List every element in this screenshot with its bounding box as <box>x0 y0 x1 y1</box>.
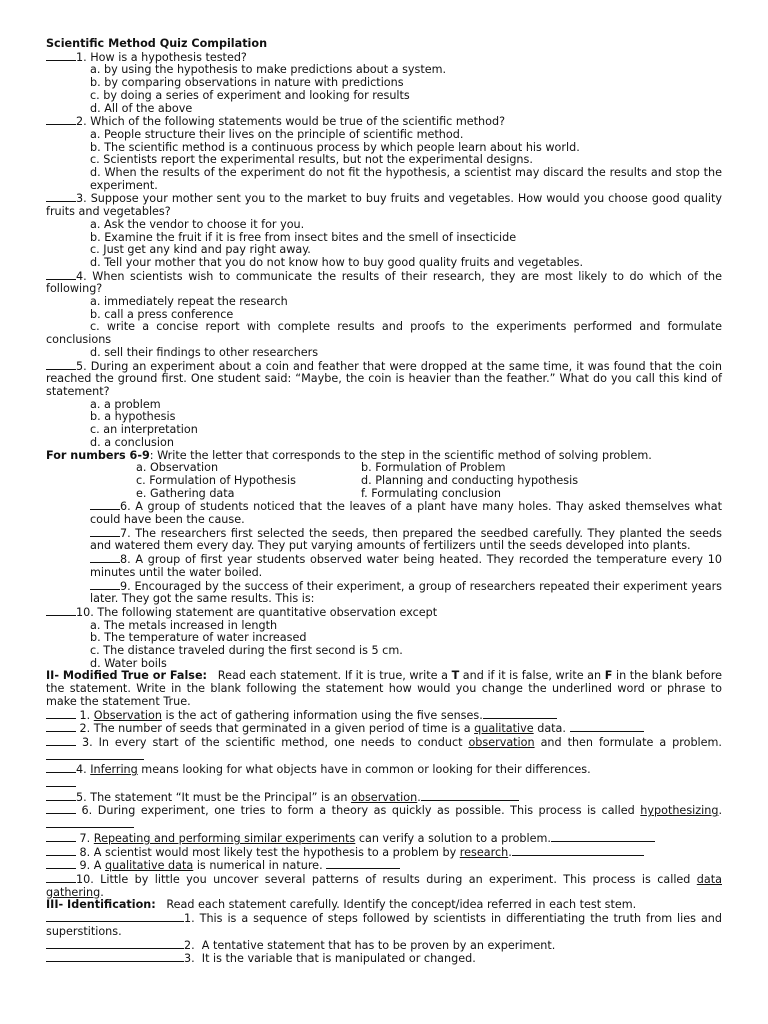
section-6-9: For numbers 6-9: Write the letter that corresponds to the step in the scientific method of solving problem. a. Observation b. Formulation of Problem c. Formulation of Hypothesis d. Planning and conducting hypothesis e. Gathering data f. Formulating conclusion 6. A group of students noticed that the leaves of a plant have many holes. Thay asked themselves what could have been the cause. 7. The researchers first selected the seeds, then prepared the seedbed carefully. They planted the seeds and watered them every day. They put varying amounts of fertilizers until the seeds developed into plants. 8. A group of first year students observed water being heated. They recorded the temperature every 10 minutes until the water boiled. 9. Encouraged by the success of their experiment, a group of researchers repeated their experiment years later. They got the same results. This is: <box>46 448 722 606</box>
id-item-1: 1. This is a sequence of steps followed by scientists in differentiating the truth from lies and superstitions. <box>46 912 722 938</box>
correction-blank[interactable] <box>551 832 655 842</box>
choice: c. write a concise report with complete results and proofs to the experiments performed and formulate conclusions <box>46 320 722 347</box>
choice: a. a problem <box>90 397 161 411</box>
answer-blank[interactable] <box>46 832 76 842</box>
answer-blank[interactable] <box>90 580 120 590</box>
answer-blank[interactable] <box>46 722 76 732</box>
tf-item-4: 4. Inferring means looking for what objects have in common or looking for their differences. <box>46 763 722 777</box>
choice: c. by doing a series of experiment and looking for results <box>90 88 410 102</box>
correction-blank[interactable] <box>326 859 400 869</box>
question-7: 7. The researchers first selected the seeds, then prepared the seedbed carefully. They planted the seeds and watered them every day. They put varying amounts of fertilizers until the seeds developed into plants. <box>90 526 722 553</box>
choice: b. The scientific method is a continuous process by which people learn about his world. <box>90 140 580 154</box>
question-3: 3. Suppose your mother sent you to the market to buy fruits and vegetables. How would you choose good quality fruits and vegetables? a. Ask the vendor to choose it for you. b. Examine the fruit if it is free from insect bites and the smell of insecticide c. Just get any kind and pay right away. d. Tell your mother that you do not know how to buy good quality fruits and vegetables. <box>46 192 722 269</box>
question-9: 9. Encouraged by the success of their experiment, a group of researchers repeated their experiment years later. They got the same results. This is: <box>90 579 722 606</box>
page-title: Scientific Method Quiz Compilation <box>46 37 268 50</box>
option: e. Gathering data <box>136 486 235 500</box>
answer-blank[interactable] <box>46 709 76 719</box>
answer-blank[interactable] <box>46 873 76 883</box>
option: f. Formulating conclusion <box>361 486 502 500</box>
answer-blank[interactable] <box>46 606 76 616</box>
answer-blank[interactable] <box>90 527 120 537</box>
question-2: 2. Which of the following statements would be true of the scientific method? a. People structure their lives on the principle of scientific method. b. The scientific method is a continuous process by which people learn about his world. c. Scientists report the experimental results, but not the experimental designs. d. When the results of the experiment do not fit the hypothesis, a scientist may discard the results and stop the experiment. <box>46 115 722 192</box>
tf-item-9: 9. A qualitative data is numerical in nature. <box>46 859 722 873</box>
answer-blank[interactable] <box>46 859 76 869</box>
answer-blank[interactable] <box>90 553 120 563</box>
section-label: For numbers 6-9 <box>46 448 150 462</box>
choice: d. Tell your mother that you do not know how to buy good quality fruits and vegetables. <box>90 255 584 269</box>
choice: b. by comparing observations in nature with predictions <box>90 76 404 90</box>
choice: d. sell their findings to other researchers <box>90 345 319 359</box>
choice: c. an interpretation <box>90 423 198 437</box>
answer-blank[interactable] <box>46 912 184 922</box>
choice: a. Ask the vendor to choose it for you. <box>90 217 305 231</box>
tf-item-8: 8. A scientist would most likely test the hypothesis to a problem by research. <box>46 846 722 860</box>
question-5: 5. During an experiment about a coin and feather that were dropped at the same time, it was found that the coin reached the ground first. One student said: “Maybe, the coin is heavier than the feather.” What do you call this kind of statement? a. a problem b. a hypothesis c. an interpretation d. a conclusion <box>46 359 722 449</box>
answer-blank[interactable] <box>46 115 76 125</box>
tf-item-2: 2. The number of seeds that germinated in a given period of time is a qualitative data. <box>46 722 722 736</box>
choice: a. immediately repeat the research <box>90 295 288 309</box>
answer-blank[interactable] <box>46 192 76 202</box>
question-6: 6. A group of students noticed that the leaves of a plant have many holes. Thay asked themselves what could have been the cause. <box>90 500 722 527</box>
answer-blank[interactable] <box>46 846 76 856</box>
answer-blank[interactable] <box>46 952 184 962</box>
answer-blank[interactable] <box>46 763 76 773</box>
choice: c. Scientists report the experimental results, but not the experimental designs. <box>90 153 533 167</box>
id-item-3: 3. It is the variable that is manipulated or changed. <box>46 952 722 966</box>
option: d. Planning and conducting hypothesis <box>361 473 579 487</box>
choice: d. a conclusion <box>90 435 174 449</box>
answer-blank[interactable] <box>46 939 184 949</box>
tf-item-1: 1. Observation is the act of gathering information using the five senses. <box>46 709 722 723</box>
step-options <box>46 462 722 500</box>
id-item-2: 2. A tentative statement that has to be proven by an experiment. <box>46 939 722 953</box>
question-10: 10. The following statement are quantitative observation except a. The metals increased in length b. The temperature of water increased c. The distance traveled during the first second is 5 cm. d. Water boils <box>46 606 722 671</box>
choice: a. People structure their lives on the principle of scientific method. <box>90 127 464 141</box>
answer-blank[interactable] <box>46 736 76 746</box>
choice: d. All of the above <box>90 101 193 115</box>
answer-blank[interactable] <box>46 270 76 280</box>
tf-item-6: 6. During experiment, one tries to form a theory as quickly as possible. This process is called hypothesizing. <box>46 804 722 831</box>
correction-blank[interactable] <box>421 791 519 801</box>
question-8: 8. A group of first year students observed water being heated. They recorded the temperature every 10 minutes until the water boiled. <box>90 553 722 579</box>
choice: d. Water boils <box>90 656 167 670</box>
tf-item-10: 10. Little by little you uncover several patterns of results during an experiment. This process is called data gathering. <box>46 873 722 899</box>
choice: a. The metals increased in length <box>90 618 278 632</box>
answer-blank[interactable] <box>46 360 76 370</box>
option: a. Observation <box>136 461 219 475</box>
correction-blank[interactable] <box>46 818 134 828</box>
quiz-page <box>46 37 733 966</box>
tf-item-3: 3. In every start of the scientific method, one needs to conduct observation and then formulate a problem. <box>46 736 722 763</box>
correction-blank[interactable] <box>570 722 644 732</box>
tf-item-5: 5. The statement “It must be the Principal” is an observation. <box>46 791 722 805</box>
choice: b. Examine the fruit if it is free from insect bites and the smell of insecticide <box>90 230 517 244</box>
correction-blank[interactable] <box>46 750 144 760</box>
choice: b. a hypothesis <box>90 410 176 424</box>
answer-blank[interactable] <box>46 791 76 801</box>
section-heading: III- Identification: <box>46 898 156 912</box>
answer-blank[interactable] <box>46 51 76 61</box>
option: b. Formulation of Problem <box>361 461 506 475</box>
choice: c. Just get any kind and pay right away. <box>90 243 311 257</box>
choice: c. The distance traveled during the first second is 5 cm. <box>90 644 403 658</box>
tf-item-7: 7. Repeating and performing similar experiments can verify a solution to a problem. <box>46 832 722 846</box>
section-identification: III- Identification: Read each statement carefully. Identify the concept/idea referred in each test stem. 1. This is a sequence of steps followed by scientists in differentiating the truth from lies and superstitions. 2. A tentative statement that has to be proven by an experiment. 3. It is the variable that is manipulated or changed. <box>46 898 722 966</box>
answer-blank[interactable] <box>90 500 120 510</box>
tf-item-4-correction <box>46 777 722 791</box>
correction-blank[interactable] <box>512 846 644 856</box>
choice: d. When the results of the experiment do not fit the hypothesis, a scientist may discard the results and stop the experiment. <box>90 166 733 192</box>
question-1: 1. How is a hypothesis tested? a. by using the hypothesis to make predictions about a system. b. by comparing observations in nature with predictions c. by doing a series of experiment and looking for results d. All of the above <box>46 51 722 116</box>
section-heading: II- Modified True or False: <box>46 669 208 683</box>
choice: b. The temperature of water increased <box>90 631 307 645</box>
option: c. Formulation of Hypothesis <box>136 473 296 487</box>
correction-blank[interactable] <box>483 709 557 719</box>
choice: a. by using the hypothesis to make predictions about a system. <box>90 63 447 77</box>
section-modified-true-false: II- Modified True or False: Read each statement. If it is true, write a T and if it is false, write an F in the blank before the statement. Write in the blank following the statement how would you change the underlined word or phrase to make the statement True. 1. Observation is the act of gathering information using the five senses. 2. The number of seeds that germinated in a given period of time is a qualitative data. 3. In every start of the scientific method, one needs to conduct observation and then formulate a problem. 4. Inferring means looking for what objects have in common or looking for their differences. 5. The statement “It must be the Principal” is an observation. 6. During experiment, one tries to form a theory as quickly as possible. This process is called hypothesizing. 7. Repeating and performing similar experiments can verify a solution to a problem. 8. A scientist would most likely test the hypothesis to a problem by research. 9. A qualitative data is numerical in nature. 10. Little by little you uncover several patterns of results during an experiment. This process is called data gathering. <box>46 669 722 899</box>
question-4: 4. When scientists wish to communicate the results of their research, they are most likely to do which of the following? a. immediately repeat the research b. call a press conference c. write a concise report with complete results and proofs to the experiments performed and formulate conclusions d. sell their findings to other researchers <box>46 269 723 359</box>
answer-blank[interactable] <box>46 804 76 814</box>
choice: b. call a press conference <box>90 307 234 321</box>
correction-blank[interactable] <box>46 777 76 787</box>
